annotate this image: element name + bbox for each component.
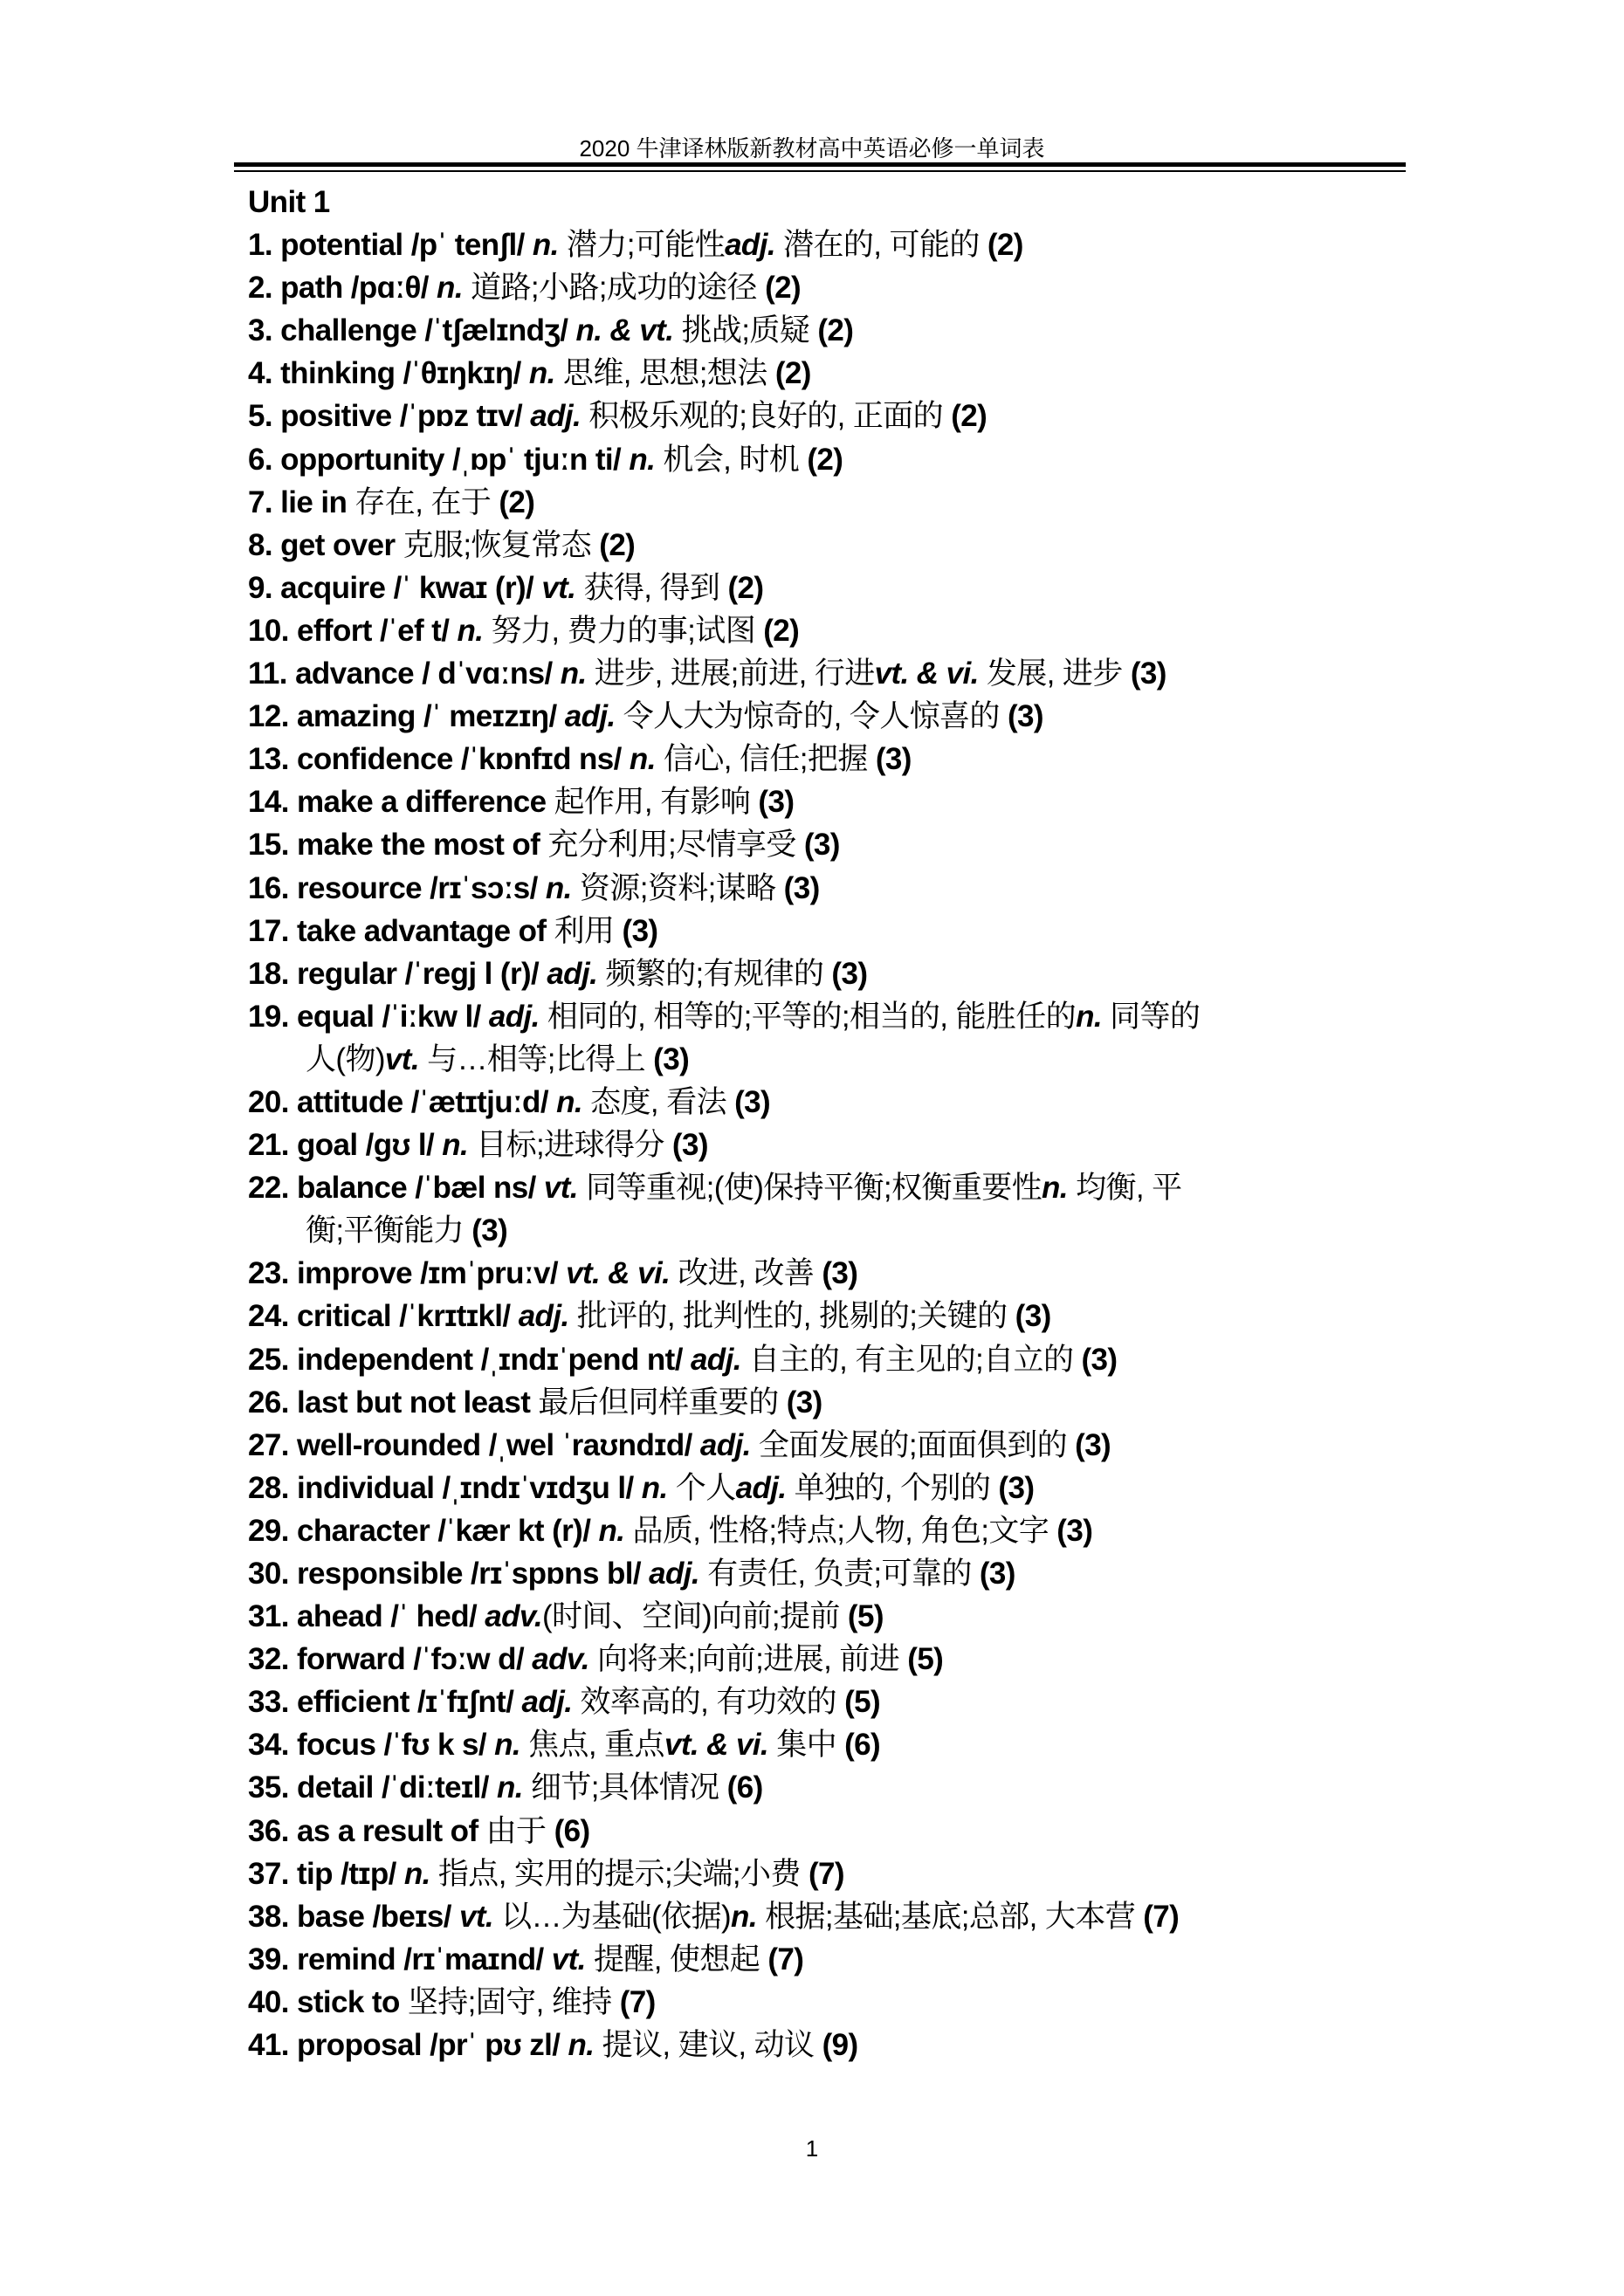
definition: 挑战;质疑 [681, 313, 818, 348]
entry-number: 18. [248, 956, 297, 991]
entry-number: 13. [248, 742, 297, 777]
vocab-entry [248, 1810, 1383, 1853]
vocab-entry [248, 1467, 1383, 1509]
phonetic: /rɪˈspɒns bl/ [470, 1557, 650, 1591]
page-ref: (7) [619, 1984, 656, 2019]
page-ref: (7) [1143, 1899, 1180, 1934]
headword: stick to [296, 1984, 408, 2019]
page-ref: (3) [783, 870, 820, 905]
definition: 克服;恢复常态 [403, 527, 600, 562]
part-of-speech: vt. [384, 1041, 428, 1076]
definition: 品质, 性格;特点;人物, 角色;文字 [632, 1513, 1057, 1548]
entry-number: 26. [248, 1385, 297, 1420]
definition: 利用 [554, 913, 623, 948]
vocab-entry [248, 223, 1383, 266]
entry-number: 30. [248, 1557, 297, 1591]
vocab-entry [248, 567, 1383, 609]
headword: get over [280, 527, 403, 562]
page-ref: (3) [1056, 1513, 1093, 1548]
part-of-speech: n. [1076, 999, 1111, 1034]
page-ref: (3) [622, 913, 658, 948]
vocab-entry [248, 1853, 1383, 1895]
headword: effort [296, 613, 380, 648]
entry-number: 17. [248, 913, 297, 948]
entry-number: 27. [248, 1427, 297, 1462]
headword: potential [280, 228, 411, 263]
page-ref: (3) [471, 1213, 508, 1248]
entry-number: 3. [248, 313, 281, 348]
header-rule-thick [234, 162, 1406, 167]
phonetic: /prˈ pʊ zl/ [430, 2028, 568, 2063]
headword: resource [296, 870, 430, 905]
page-ref: (9) [822, 2028, 858, 2063]
headword: efficient [296, 1685, 417, 1720]
entry-number: 16. [248, 870, 297, 905]
page-ref: (2) [807, 442, 843, 477]
headword: responsible [296, 1557, 471, 1591]
page-ref: (3) [758, 785, 795, 820]
vocab-entry [248, 395, 1383, 437]
headword: well-rounded [296, 1427, 489, 1462]
phonetic: /pˈ tenʃl/ [410, 228, 533, 263]
definition: 提醒, 使想起 [593, 1942, 768, 1976]
part-of-speech: adv. [532, 1642, 598, 1677]
header-rule-thin [234, 170, 1406, 172]
headword: make a difference [296, 785, 554, 820]
entry-number: 1. [248, 228, 281, 263]
page-ref: (3) [875, 742, 912, 777]
definition: 全面发展的;面面俱到的 [758, 1427, 1076, 1462]
vocab-entry [248, 1166, 1383, 1209]
definition: 令人大为惊奇的, 令人惊喜的 [623, 699, 1008, 734]
phonetic: /ˈkrɪtɪkl/ [399, 1299, 519, 1334]
part-of-speech: n. [731, 1899, 766, 1934]
entry-number: 25. [248, 1342, 297, 1377]
definition: 起作用, 有影响 [554, 785, 759, 820]
page-ref: (3) [786, 1385, 822, 1420]
entry-number: 23. [248, 1256, 297, 1291]
vocab-entry [248, 1424, 1383, 1467]
entry-number: 5. [248, 399, 281, 434]
entry-number: 11. [248, 656, 296, 691]
vocab-entry [248, 695, 1383, 738]
vocab-entry [248, 1381, 1383, 1424]
definition: 潜在的, 可能的 [783, 228, 987, 263]
part-of-speech: vt. & vi. [566, 1256, 678, 1291]
part-of-speech: n. & vt. [575, 313, 682, 348]
page-ref: (3) [831, 956, 868, 991]
vocab-entry [248, 780, 1383, 823]
entry-number: 21. [248, 1128, 297, 1163]
part-of-speech: vt. & vi. [664, 1728, 777, 1763]
part-of-speech: adj. [518, 1299, 577, 1334]
definition: 相同的, 相等的;平等的;相当的, 能胜任的 [547, 999, 1077, 1034]
part-of-speech: n. [598, 1513, 633, 1548]
definition: 坚持;固守, 维持 [407, 1984, 620, 2019]
definition: 指点, 实用的提示;尖端;小费 [437, 1856, 809, 1891]
headword: challenge [280, 313, 425, 348]
definition: (时间、空间)向前;提前 [541, 1599, 848, 1634]
vocab-entry [248, 1295, 1383, 1337]
page-ref: (3) [1075, 1427, 1111, 1462]
definition: 思维, 思想;想法 [562, 356, 775, 391]
page-ref: (3) [1130, 656, 1166, 691]
phonetic: /ˈætɪtjuːd/ [410, 1084, 557, 1119]
entry-number: 39. [248, 1942, 297, 1976]
phonetic: /ɪmˈpruːv/ [420, 1256, 567, 1291]
phonetic: /ˈθɪŋkɪŋ/ [403, 356, 529, 391]
page-ref: (2) [499, 485, 535, 519]
page-ref: (2) [951, 399, 987, 434]
vocab-entry [248, 1595, 1383, 1638]
definition: 频繁的;有规律的 [605, 956, 832, 991]
vocab-entry [248, 1252, 1383, 1295]
headword: attitude [296, 1084, 411, 1119]
definition: 目标;进球得分 [476, 1128, 672, 1163]
phonetic: / dˈvɑːns/ [422, 656, 561, 691]
headword: forward [296, 1642, 414, 1677]
vocab-entry [248, 609, 1383, 652]
page-ref: (3) [734, 1084, 771, 1119]
vocab-entry [248, 352, 1383, 395]
definition: 衡;平衡能力 [306, 1213, 472, 1248]
part-of-speech: n. [496, 1770, 531, 1805]
entry-number: 4. [248, 356, 281, 391]
page-ref: (3) [1081, 1342, 1118, 1377]
entry-number: 41. [248, 2028, 297, 2063]
entries [248, 223, 1383, 2066]
vocab-entry [248, 1338, 1383, 1381]
part-of-speech: adj. [564, 699, 623, 734]
header-title: 2020 牛津译林版新教材高中英语必修一单词表 [579, 135, 1045, 162]
definition: 个人 [675, 1470, 736, 1505]
definition: 资源;资料;谋略 [579, 870, 784, 905]
headword: remind [296, 1942, 404, 1976]
phonetic: /ˈtʃælɪndʒ/ [424, 313, 576, 348]
part-of-speech: n. [568, 2028, 602, 2063]
headword: confidence [296, 742, 461, 777]
page-number: 1 [805, 2135, 819, 2162]
headword: as a result of [296, 1813, 486, 1848]
page-ref: (3) [671, 1128, 708, 1163]
phonetic: /ˈef t/ [379, 613, 458, 648]
unit-title: Unit 1 [248, 185, 330, 219]
entry-number: 24. [248, 1299, 297, 1334]
headword: independent [296, 1342, 481, 1377]
phonetic: /ˌɪndɪˈpend nt/ [480, 1342, 691, 1377]
vocab-entry [248, 1509, 1383, 1552]
headword: regular [296, 956, 405, 991]
vocab-entry [248, 481, 1383, 524]
entry-number: 9. [248, 570, 281, 605]
phonetic: /ˈpɒz tɪv/ [399, 399, 531, 434]
phonetic: /ɪˈfɪʃnt/ [416, 1685, 522, 1720]
entry-number: 38. [248, 1899, 297, 1934]
headword: thinking [280, 356, 403, 391]
part-of-speech: n. [629, 442, 664, 477]
entry-number: 40. [248, 1984, 297, 2019]
part-of-speech: adj. [699, 1427, 759, 1462]
headword: balance [296, 1171, 416, 1206]
headword: last but not least [296, 1385, 539, 1420]
vocab-entry [248, 1981, 1383, 2024]
vocab-entry [248, 1552, 1383, 1595]
part-of-speech: n. [629, 742, 664, 777]
entry-number: 36. [248, 1813, 297, 1848]
phonetic: /ˌwel ˈraʊndɪd/ [488, 1427, 700, 1462]
page-ref: (6) [844, 1728, 881, 1763]
entry-number: 32. [248, 1642, 297, 1677]
page-ref: (2) [599, 527, 636, 562]
headword: base [296, 1899, 373, 1934]
definition: 焦点, 重点 [528, 1728, 664, 1763]
headword: lie in [280, 485, 355, 519]
page-ref: (2) [987, 228, 1023, 263]
definition: 努力, 费力的事;试图 [491, 613, 764, 648]
vocab-entry [248, 1081, 1383, 1124]
definition: 均衡, 平 [1076, 1171, 1182, 1206]
entry-number: 31. [248, 1599, 297, 1634]
part-of-speech: vt. [551, 1942, 594, 1976]
entry-number: 29. [248, 1513, 297, 1548]
vocab-entry [248, 910, 1383, 952]
page-ref: (2) [817, 313, 854, 348]
phonetic: /ˌɪndɪˈvɪdʒu l/ [442, 1470, 642, 1505]
entry-continuation [248, 1209, 1383, 1252]
phonetic: /gʊ l/ [365, 1128, 443, 1163]
entry-number: 20. [248, 1084, 297, 1119]
part-of-speech: adj. [735, 1470, 795, 1505]
definition: 同等的 [1110, 999, 1201, 1034]
vocab-entry [248, 995, 1383, 1038]
entry-number: 15. [248, 828, 297, 863]
headword: proposal [296, 2028, 430, 2063]
vocab-entry [248, 2024, 1383, 2066]
part-of-speech: n. [556, 1084, 591, 1119]
page-ref: (3) [998, 1470, 1035, 1505]
part-of-speech: adj. [725, 228, 784, 263]
page-ref: (7) [808, 1856, 844, 1891]
entry-number: 7. [248, 485, 281, 519]
part-of-speech: n. [532, 228, 567, 263]
phonetic: /ˈbæl ns/ [415, 1171, 544, 1206]
page-ref: (6) [554, 1813, 590, 1848]
headword: critical [296, 1299, 400, 1334]
phonetic: /ˈ kwaɪ (r)/ [393, 570, 542, 605]
vocab-entry [248, 1766, 1383, 1809]
definition: 发展, 进步 [986, 656, 1131, 691]
definition: 自主的, 有主见的;自立的 [748, 1342, 1082, 1377]
part-of-speech: adj. [488, 999, 547, 1034]
vocab-entry [248, 738, 1383, 780]
part-of-speech: n. [494, 1728, 529, 1763]
part-of-speech: n. [560, 656, 595, 691]
entry-number: 34. [248, 1728, 297, 1763]
definition: 有责任, 负责;可靠的 [707, 1557, 980, 1591]
definition: 道路;小路;成功的途径 [471, 271, 766, 306]
definition: 机会, 时机 [663, 442, 808, 477]
phonetic: /rɪˈsɔːs/ [430, 870, 546, 905]
page-ref: (3) [1007, 699, 1043, 734]
part-of-speech: n. [1042, 1171, 1077, 1206]
definition: 存在, 在于 [354, 485, 499, 519]
entry-number: 10. [248, 613, 297, 648]
page-ref: (3) [822, 1256, 858, 1291]
headword: amazing [296, 699, 423, 734]
headword: make the most of [296, 828, 548, 863]
entry-number: 22. [248, 1171, 297, 1206]
entry-number: 35. [248, 1770, 297, 1805]
definition: 细节;具体情况 [531, 1770, 727, 1805]
vocab-entry [248, 867, 1383, 910]
part-of-speech: adv. [485, 1599, 542, 1634]
entry-number: 19. [248, 999, 297, 1034]
phonetic: /rɪˈmaɪnd/ [403, 1942, 552, 1976]
phonetic: /ˈfɔːw d/ [413, 1642, 533, 1677]
vocab-entry [248, 1723, 1383, 1766]
headword: tip [296, 1856, 341, 1891]
entry-number: 14. [248, 785, 297, 820]
headword: path [280, 271, 351, 306]
phonetic: /ˈkɒnfɪd ns/ [460, 742, 630, 777]
definition: 批评的, 批判性的, 挑剔的;关键的 [576, 1299, 1015, 1334]
part-of-speech: adj. [530, 399, 589, 434]
headword: positive [280, 399, 400, 434]
phonetic: /tɪp/ [341, 1856, 404, 1891]
part-of-speech: n. [545, 870, 580, 905]
part-of-speech: n. [437, 271, 471, 306]
definition: 充分利用;尽情享受 [547, 828, 804, 863]
definition: 人(物) [306, 1041, 385, 1076]
phonetic: /ˈregj l (r)/ [404, 956, 547, 991]
vocab-entry [248, 438, 1383, 481]
headword: advance [295, 656, 423, 691]
phonetic: /ˈdiːteɪl/ [381, 1770, 497, 1805]
headword: detail [296, 1770, 382, 1805]
phonetic: /pɑːθ/ [350, 271, 437, 306]
phonetic: /ˈkær kt (r)/ [437, 1513, 599, 1548]
definition: 最后但同样重要的 [538, 1385, 787, 1420]
definition: 获得, 得到 [583, 570, 728, 605]
headword: character [296, 1513, 438, 1548]
headword: take advantage of [296, 913, 554, 948]
part-of-speech: vt. & vi. [874, 656, 987, 691]
definition: 单独的, 个别的 [794, 1470, 999, 1505]
vocab-entry [248, 1681, 1383, 1723]
part-of-speech: n. [641, 1470, 676, 1505]
definition: 由于 [485, 1813, 554, 1848]
entry-number: 33. [248, 1685, 297, 1720]
vocab-entry [248, 1938, 1383, 1981]
entry-number: 37. [248, 1856, 297, 1891]
vocabulary-list [248, 181, 1383, 2066]
part-of-speech: vt. [543, 1171, 587, 1206]
definition: 提议, 建议, 动议 [602, 2028, 822, 2063]
definition: 态度, 看法 [590, 1084, 735, 1119]
vocab-entry [248, 952, 1383, 995]
page-ref: (5) [907, 1642, 944, 1677]
entry-number: 2. [248, 271, 281, 306]
entry-number: 8. [248, 527, 281, 562]
phonetic: /beɪs/ [372, 1899, 459, 1934]
phonetic: /ˈiːkw l/ [382, 999, 489, 1034]
part-of-speech: adj. [547, 956, 606, 991]
page-ref: (5) [844, 1685, 881, 1720]
part-of-speech: adj. [649, 1557, 708, 1591]
entry-number: 28. [248, 1470, 297, 1505]
vocab-entry [248, 1638, 1383, 1681]
page-ref: (6) [726, 1770, 763, 1805]
phonetic: /ˈ meɪzɪŋ/ [423, 699, 565, 734]
definition: 向将来;向前;进展, 前进 [597, 1642, 908, 1677]
vocab-entry [248, 1124, 1383, 1166]
definition: 以…为基础(依据) [501, 1899, 732, 1934]
entry-continuation [248, 1038, 1383, 1081]
page-ref: (3) [803, 828, 840, 863]
vocab-entry [248, 652, 1383, 695]
page-ref: (2) [774, 356, 811, 391]
part-of-speech: n. [442, 1128, 477, 1163]
page-ref: (5) [847, 1599, 884, 1634]
part-of-speech: vt. [541, 570, 584, 605]
definition: 积极乐观的;良好的, 正面的 [588, 399, 952, 434]
page-ref: (2) [763, 613, 800, 648]
page-ref: (2) [765, 271, 802, 306]
headword: focus [296, 1728, 384, 1763]
part-of-speech: n. [457, 613, 492, 648]
part-of-speech: n. [528, 356, 563, 391]
vocab-entry [248, 309, 1383, 352]
headword: ahead [296, 1599, 391, 1634]
phonetic: /ˈfʊ k s/ [383, 1728, 495, 1763]
entry-number: 6. [248, 442, 281, 477]
headword: improve [296, 1256, 421, 1291]
part-of-speech: vt. [458, 1899, 502, 1934]
definition: 效率高的, 有功效的 [580, 1685, 845, 1720]
definition: 潜力;可能性 [566, 228, 726, 263]
definition: 集中 [776, 1728, 845, 1763]
vocab-entry [248, 524, 1383, 567]
headword: opportunity [280, 442, 453, 477]
phonetic: /ˌɒpˈ tjuːn ti/ [452, 442, 630, 477]
part-of-speech: adj. [521, 1685, 581, 1720]
vocab-entry [248, 1895, 1383, 1938]
part-of-speech: n. [403, 1856, 438, 1891]
definition: 根据;基础;基底;总部, 大本营 [765, 1899, 1144, 1934]
definition: 进步, 进展;前进, 行进 [594, 656, 875, 691]
headword: equal [296, 999, 382, 1034]
entry-number: 12. [248, 699, 297, 734]
page-ref: (3) [653, 1041, 690, 1076]
headword: goal [296, 1128, 366, 1163]
definition: 改进, 改善 [678, 1256, 822, 1291]
definition: 同等重视;(使)保持平衡;权衡重要性 [586, 1171, 1043, 1206]
phonetic: /ˈ hed/ [390, 1599, 485, 1634]
page-ref: (2) [727, 570, 764, 605]
page-ref: (3) [1015, 1299, 1051, 1334]
definition: 与…相等;比得上 [427, 1041, 654, 1076]
headword: acquire [280, 570, 394, 605]
headword: individual [296, 1470, 443, 1505]
page-ref: (7) [767, 1942, 804, 1976]
vocab-entry [248, 823, 1383, 866]
part-of-speech: adj. [690, 1342, 749, 1377]
page-ref: (3) [979, 1557, 1015, 1591]
vocab-entry [248, 266, 1383, 309]
definition: 信心, 信任;把握 [663, 742, 876, 777]
